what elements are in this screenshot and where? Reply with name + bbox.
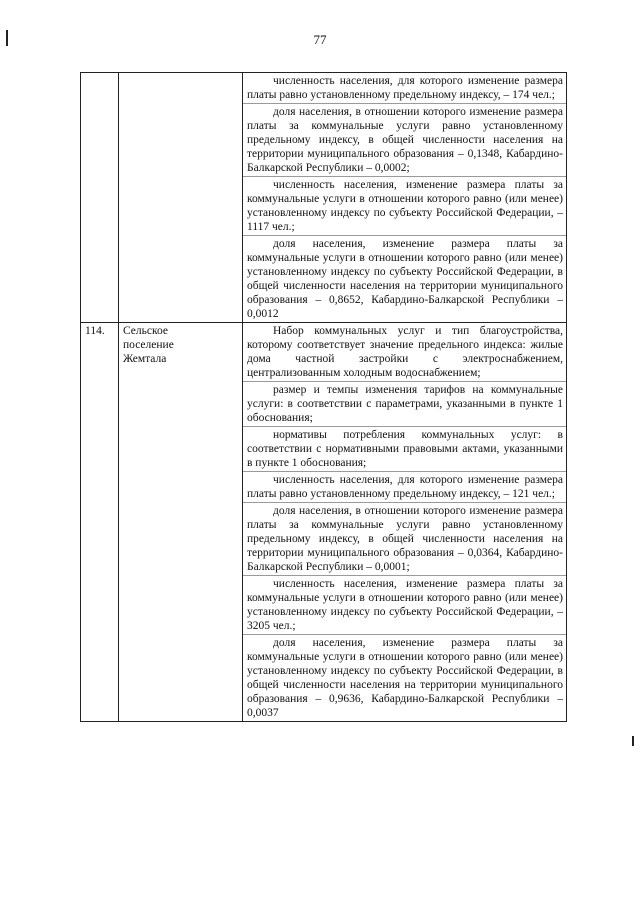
indicators-cell [243,73,567,323]
indicator-paragraph: Набор коммунальных услуг и тип благоустройства, которому соответствует значение предельного индекса: жилые дома частной застройки с электроснабжением, централизованным холодным водоснабжением; [247,325,563,379]
page-number: 77 [313,32,327,47]
indicator-paragraph: размер и темпы изменения тарифов на коммунальные услуги: в соответствии с параметрами, указанными в пункте 1 обоснования; [243,381,566,426]
table-row [81,73,567,323]
scan-edge-mark-right [632,736,634,746]
municipality-name-cell [119,323,243,722]
indicator-paragraph: численность населения, для которого изменение размера платы равно установленному предельному индексу, – 174 чел.; [247,75,563,101]
municipality-name-line: Жемтала [123,353,167,365]
indicator-paragraph: численность населения, для которого изменение размера платы равно установленному предельному индексу, – 121 чел.; [243,471,566,502]
row-number-cell [81,73,119,323]
indicator-paragraph: доля населения, изменение размера платы за коммунальные услуги в отношении которого равно (или менее) установленному индексу по субъекту Российской Федерации, в общей численности населения на территории муниципального образования – 0,9636, Кабардино-Балкарской Республики – 0,0037 [243,634,566,721]
indicator-paragraph: численность населения, изменение размера платы за коммунальные услуги в отношении которого равно (или менее) установленному индексу по субъекту Российской Федерации, – 3205 чел.; [243,575,566,634]
indicator-paragraph: численность населения, изменение размера платы за коммунальные услуги в отношении которого равно (или менее) установленному индексу по субъекту Российской Федерации, – 1117 чел.; [243,176,566,235]
municipality-name-line: поселение [123,339,174,351]
indicator-paragraph: нормативы потребления коммунальных услуг: в соответствии с нормативными правовыми актами, указанными в пункте 1 обоснования; [243,426,566,471]
municipality-name-line: Сельское [123,325,169,337]
indicator-paragraph: доля населения, в отношении которого изменение размера платы за коммунальные услуги равно установленному предельному индексу, в общей численности населения на территории муниципального образования – 0,0364, Кабардино-Балкарской Республики – 0,0001; [243,502,566,575]
tariff-index-table [80,72,567,722]
indicators-cell [243,323,567,722]
indicator-paragraph: доля населения, изменение размера платы за коммунальные услуги в отношении которого равно (или менее) установленному индексу по субъекту Российской Федерации, в общей численности населения на территории муниципального образования – 0,8652, Кабардино-Балкарской Республики – 0,0012 [243,235,566,322]
table-row [81,323,567,722]
indicator-paragraph: доля населения, в отношении которого изменение размера платы за коммунальные услуги равно установленному предельному индексу, в общей численности населения на территории муниципального образования – 0,1348, Кабардино-Балкарской Республики – 0,0002; [243,103,566,176]
row-number-cell: 114. [81,323,119,722]
municipality-name-cell [119,73,243,323]
